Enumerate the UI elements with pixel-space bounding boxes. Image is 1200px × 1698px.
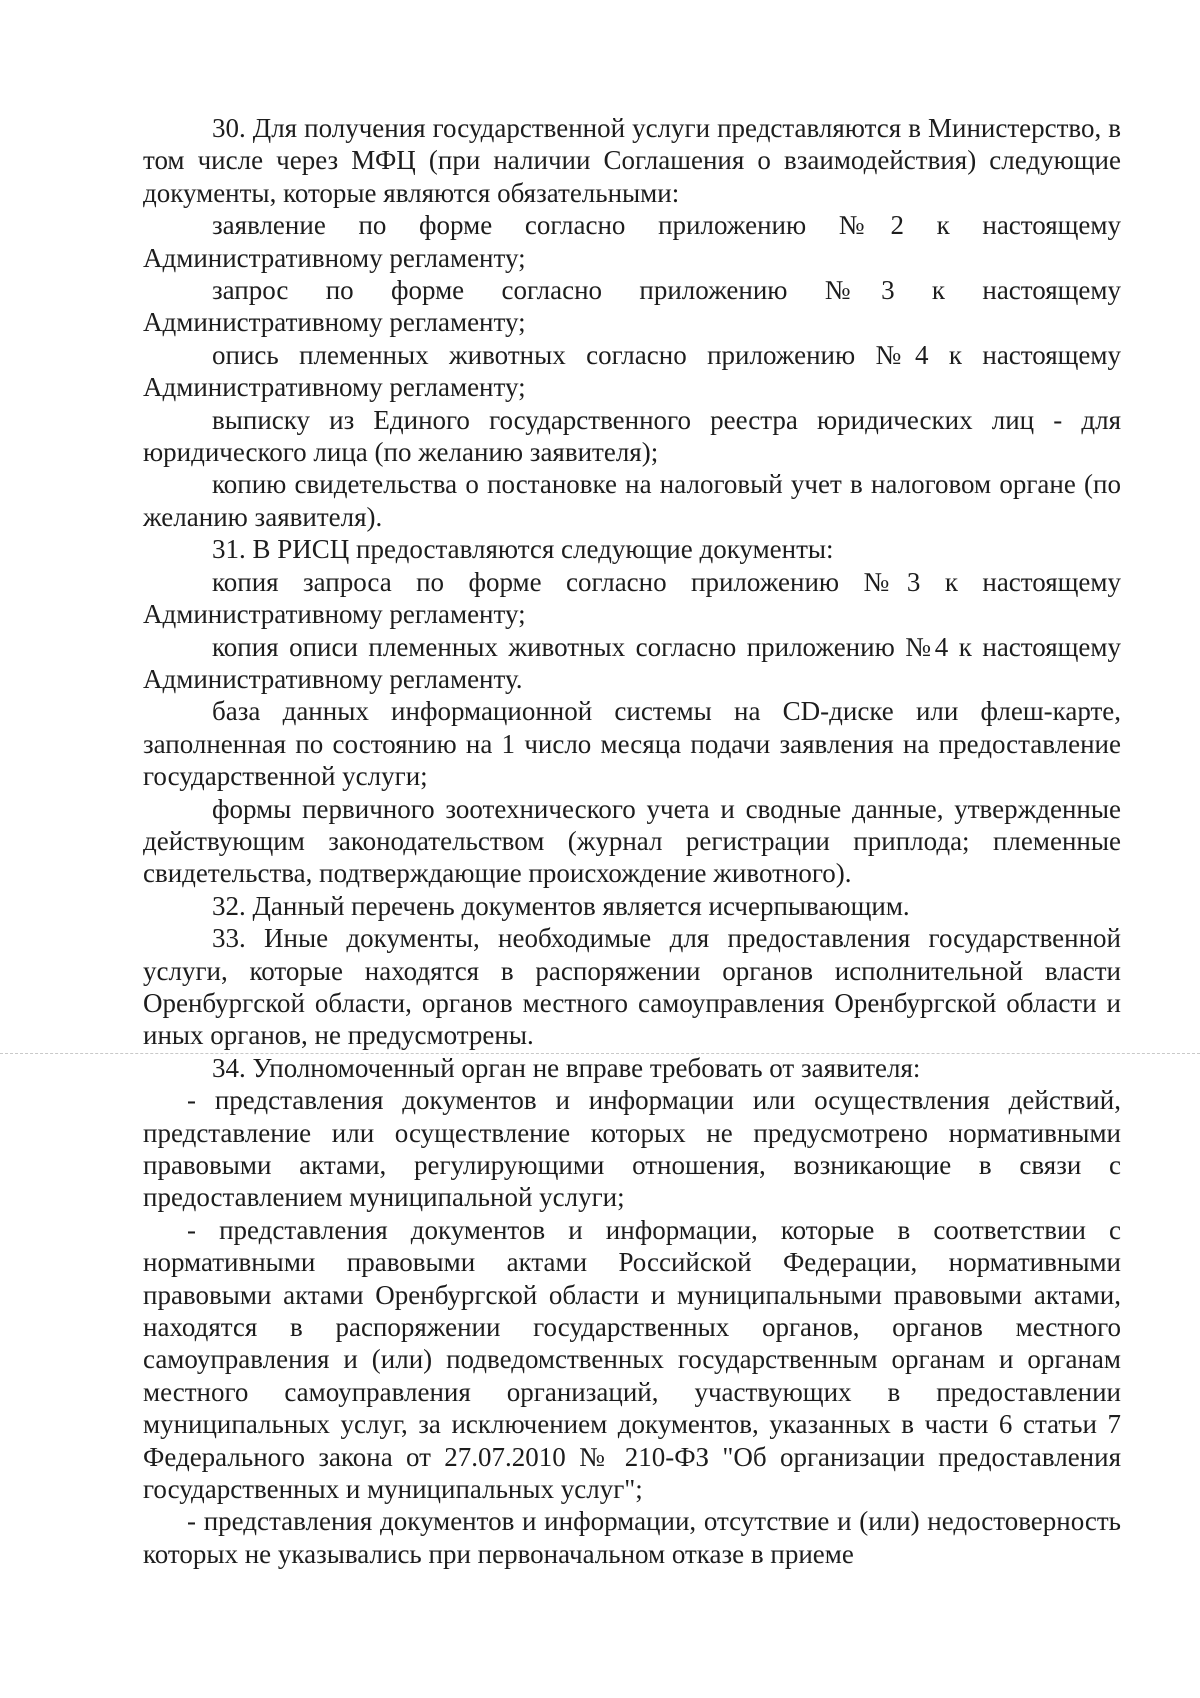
paragraph-30-item-inventory: опись племенных животных согласно приложению №4 к настоящему Административному регламенту; — [143, 339, 1121, 403]
paragraph-30-item-application: заявление по форме согласно приложению №2 к настоящему Административному регламенту; — [143, 210, 1121, 273]
paragraph-30-item-registry-extract: выписку из Единого государственного реестра юридических лиц - для юридического лица (по желанию заявителя); — [143, 404, 1121, 468]
paragraph-31-intro: 31. В РИСЦ предоставляются следующие документы: — [212, 534, 834, 565]
paragraph-31-item-inventory-copy: копия описи племенных животных согласно приложению №4 к настоящему Административному регламенту. — [143, 631, 1121, 694]
paragraph-30-intro: 30. Для получения государственной услуги представляются в Министерство, в том числе через МФЦ (при наличии Соглашения о взаимодействия) следующие документы, которые являются обязательными: — [143, 113, 1121, 208]
paragraph-33: 33. Иные документы, необходимые для предоставления государственной услуги, которые находятся в распоряжении органов исполнительной власти Оренбургской области, органов местного самоуправления Оренбургской области и иных органов, не предусмотрены. — [143, 923, 1121, 1051]
paragraph-32: 32. Данный перечень документов является исчерпывающим. — [212, 890, 910, 921]
paragraph-34-intro: 34. Уполномоченный орган не вправе требовать от заявителя: — [212, 1052, 921, 1083]
paragraph-31-item-request-copy: копия запроса по форме согласно приложению №3 к настоящему Административному регламенту; — [143, 566, 1121, 630]
paragraph-34-item-actions: - представления документов и информации или осуществления действий, представление или осуществление которых не предусмотрено нормативными правовыми актами, регулирующими отношения, возникающие в связи с предоставлением муниципальной услуги; — [143, 1085, 1121, 1213]
paragraph-31-item-database: база данных информационной системы на CD-диске или флеш-карте, заполненная по состоянию на 1 число месяца подачи заявления на предоставление государственной услуги; — [143, 696, 1121, 792]
paragraph-30-item-tax-certificate: копию свидетельства о постановке на налоговый учет в налоговом органе (по желанию заявителя). — [143, 469, 1121, 532]
paragraph-34-item-refusal: - представления документов и информации, отсутствие и (или) недостоверность которых не указывались при первоначальном отказе в приеме — [143, 1506, 1121, 1569]
document-body — [143, 112, 1121, 1570]
paragraph-30-item-request: запрос по форме согласно приложению №3 к настоящему Административному регламенту; — [143, 275, 1121, 338]
paragraph-31-item-records: формы первичного зоотехнического учета и сводные данные, утвержденные действующим законодательством (журнал регистрации приплода; племенные свидетельства, подтверждающие происхождение животного). — [143, 793, 1121, 889]
paragraph-34-item-documents: - представления документов и информации, которые в соответствии с нормативными правовыми актами Российской Федерации, нормативными правовыми актами Оренбургской области и муниципальными правовыми актами, находятся в распоряжении государственных органов, органов местного самоуправления и (или) подведомственных государственным органам и органам местного самоуправления организаций, участвующих в предоставлении муниципальных услуг, за исключением документов, указанных в части 6 статьи 7 Федерального закона от 27.07.2010 № 210-ФЗ "Об организации предоставления государственных и муниципальных услуг"; — [143, 1214, 1121, 1505]
